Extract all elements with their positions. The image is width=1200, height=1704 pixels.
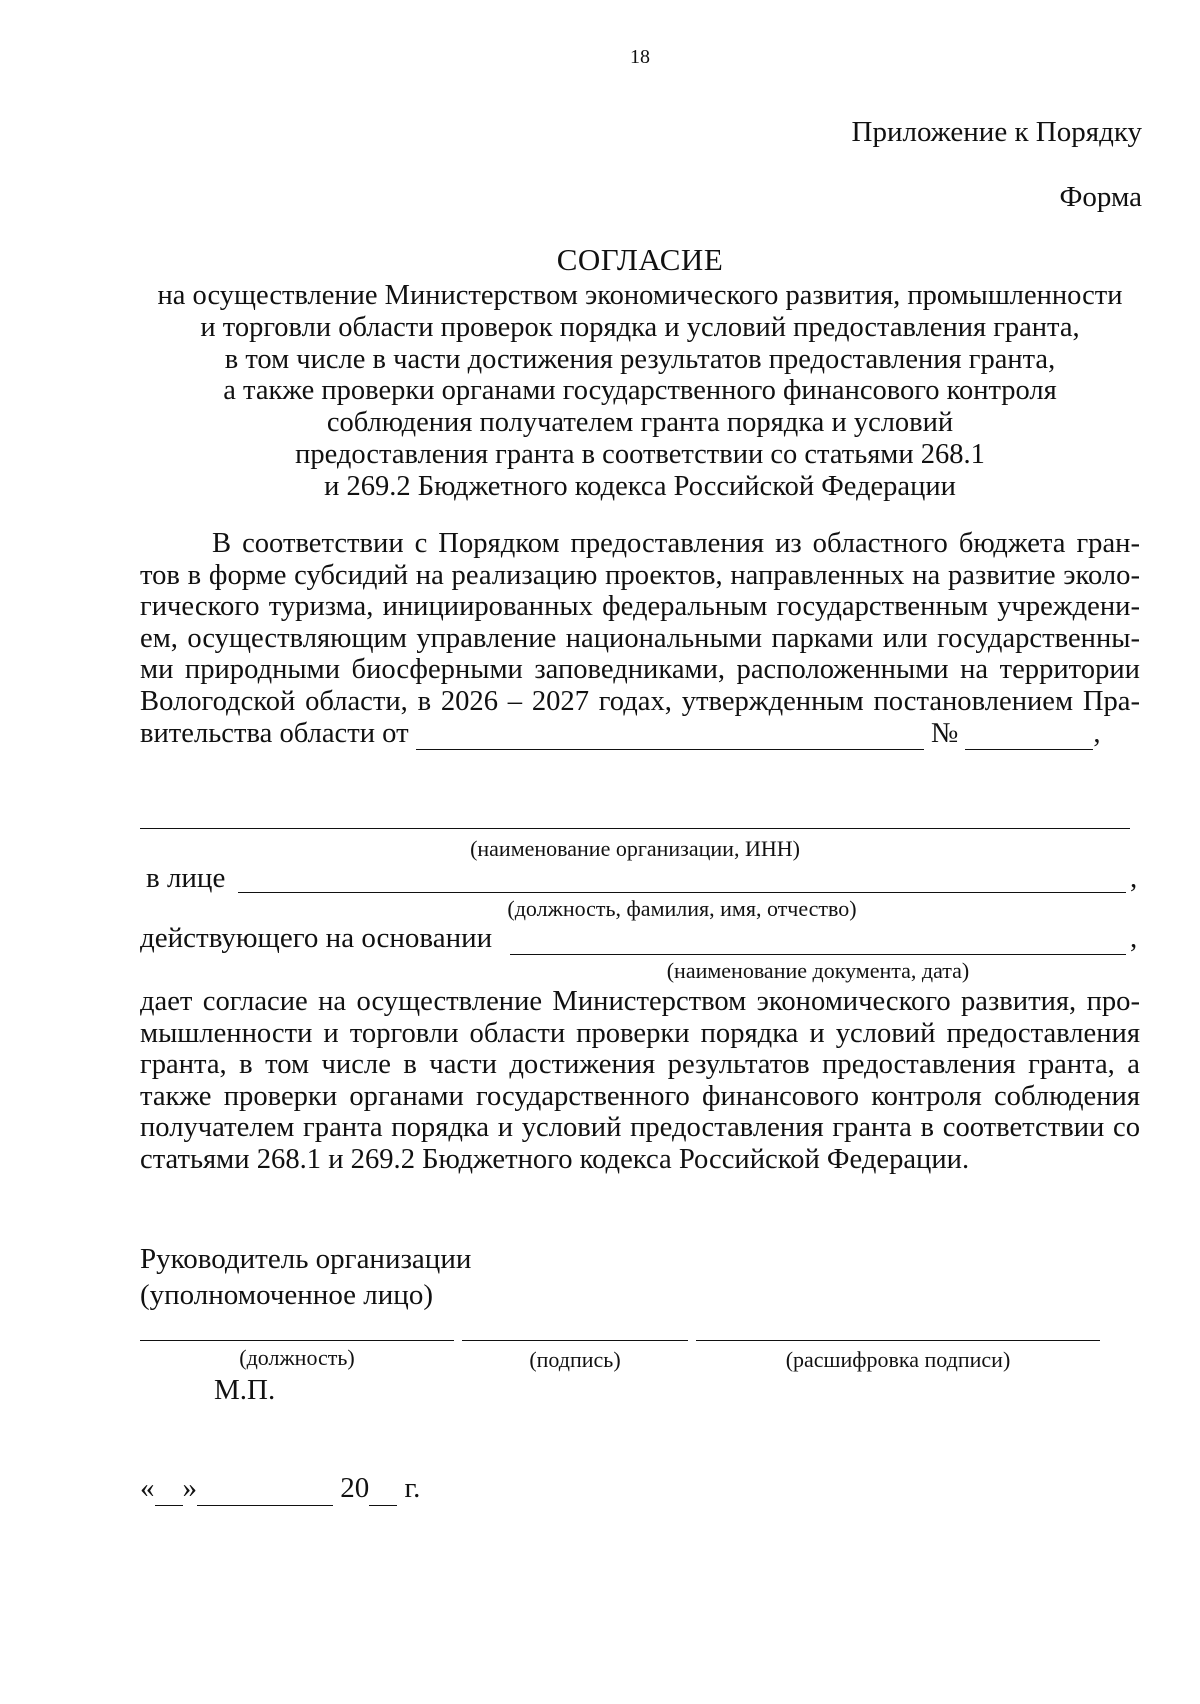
subtitle-line: в том числе в части достижения результатов предоставления гранта,	[224, 343, 1056, 375]
subtitle-line: а также проверки органами государственного финансового контроля	[223, 375, 1057, 407]
number-sign: №	[930, 717, 959, 749]
consent-line: статьями 268.1 и 269.2 Бюджетного кодекса Российской Федерации.	[140, 1143, 970, 1175]
basis-document-caption: (наименование документа, дата)	[666, 958, 970, 983]
consent-line: дает согласие на осуществление Министерством экономического развития, про-	[140, 986, 1140, 1017]
subtitle-line: и 269.2 Бюджетного кодекса Российской Федерации	[324, 470, 956, 502]
open-quote: «	[140, 1472, 155, 1504]
subtitle-line: и торговли области проверок порядка и условий предоставления гранта,	[200, 311, 1080, 343]
comma: ,	[1093, 717, 1101, 749]
organization-name-field[interactable]	[140, 828, 1130, 829]
comma: ,	[1130, 862, 1138, 894]
month-field[interactable]	[197, 1472, 333, 1506]
acting-basis-label: действующего на основании	[140, 922, 493, 954]
consent-line: получателем гранта порядка и условий предоставления гранта в соответствии со	[140, 1112, 1140, 1144]
government-of-region-text: вительства области от	[140, 717, 409, 749]
document-title: СОГЛАСИЕ	[556, 242, 724, 277]
intro-last-line	[140, 718, 1140, 751]
intro-line: ми природными биосферными заповедниками, расположенными на территории	[140, 654, 1140, 686]
page-number: 18	[630, 46, 650, 68]
resolution-number-field[interactable]	[965, 718, 1093, 751]
intro-line: ем, осуществляющим управление национальными парками или государственны-	[140, 622, 1140, 654]
signature-decoding-field[interactable]	[696, 1340, 1100, 1341]
year-prefix: 20	[340, 1472, 370, 1504]
consent-line: мышленности и торговли области проверки порядка и условий предоставления	[140, 1017, 1140, 1049]
intro-paragraph	[140, 528, 1140, 750]
intro-line: гического туризма, инициированных федеральным государственным учреждени-	[140, 591, 1140, 623]
consent-line: также проверки органами государственного финансового контроля соблюдения	[140, 1080, 1140, 1112]
date-line	[140, 1472, 420, 1506]
intro-line: Вологодской области, в 2026 – 2027 годах, утвержденным постановлением Пра-	[140, 685, 1140, 717]
subtitle-line: соблюдения получателем гранта порядка и условий	[326, 407, 954, 439]
representative-field[interactable]	[238, 892, 1126, 893]
in-person-label: в лице	[146, 862, 226, 894]
comma: ,	[1130, 922, 1138, 954]
position-caption: (должность)	[239, 1345, 355, 1370]
head-of-organization-label: Руководитель организации	[140, 1243, 472, 1275]
position-field[interactable]	[140, 1340, 454, 1341]
stamp-place-label: М.П.	[214, 1374, 276, 1406]
basis-document-field[interactable]	[510, 954, 1126, 955]
representative-caption: (должность, фамилия, имя, отчество)	[507, 896, 857, 921]
signature-caption: (подпись)	[529, 1347, 621, 1372]
form-label: Форма	[1059, 181, 1142, 213]
signature-field[interactable]	[462, 1340, 688, 1341]
year-field[interactable]	[369, 1472, 397, 1506]
year-suffix: г.	[404, 1472, 421, 1504]
day-field[interactable]	[155, 1472, 183, 1506]
authorized-person-label: (уполномоченное лицо)	[140, 1279, 433, 1311]
document-title-block	[0, 240, 1200, 503]
close-quote: »	[182, 1472, 197, 1504]
intro-line: тов в форме субсидий на реализацию проектов, направленных на развитие эколо-	[140, 559, 1140, 591]
consent-paragraph	[140, 986, 1140, 1176]
organization-caption: (наименование организации, ИНН)	[470, 836, 800, 861]
subtitle-line: предоставления гранта в соответствии со статьями 268.1	[295, 438, 985, 470]
intro-line: В соответствии с Порядком предоставления из областного бюджета гран-	[212, 528, 1140, 559]
consent-line: гранта, в том числе в части достижения результатов предоставления гранта, а	[140, 1049, 1140, 1081]
appendix-label: Приложение к Порядку	[851, 116, 1142, 148]
signature-decoding-caption: (расшифровка подписи)	[785, 1347, 1011, 1372]
resolution-date-field[interactable]	[416, 718, 924, 751]
subtitle-line: на осуществление Министерством экономического развития, промышленности	[157, 280, 1123, 311]
